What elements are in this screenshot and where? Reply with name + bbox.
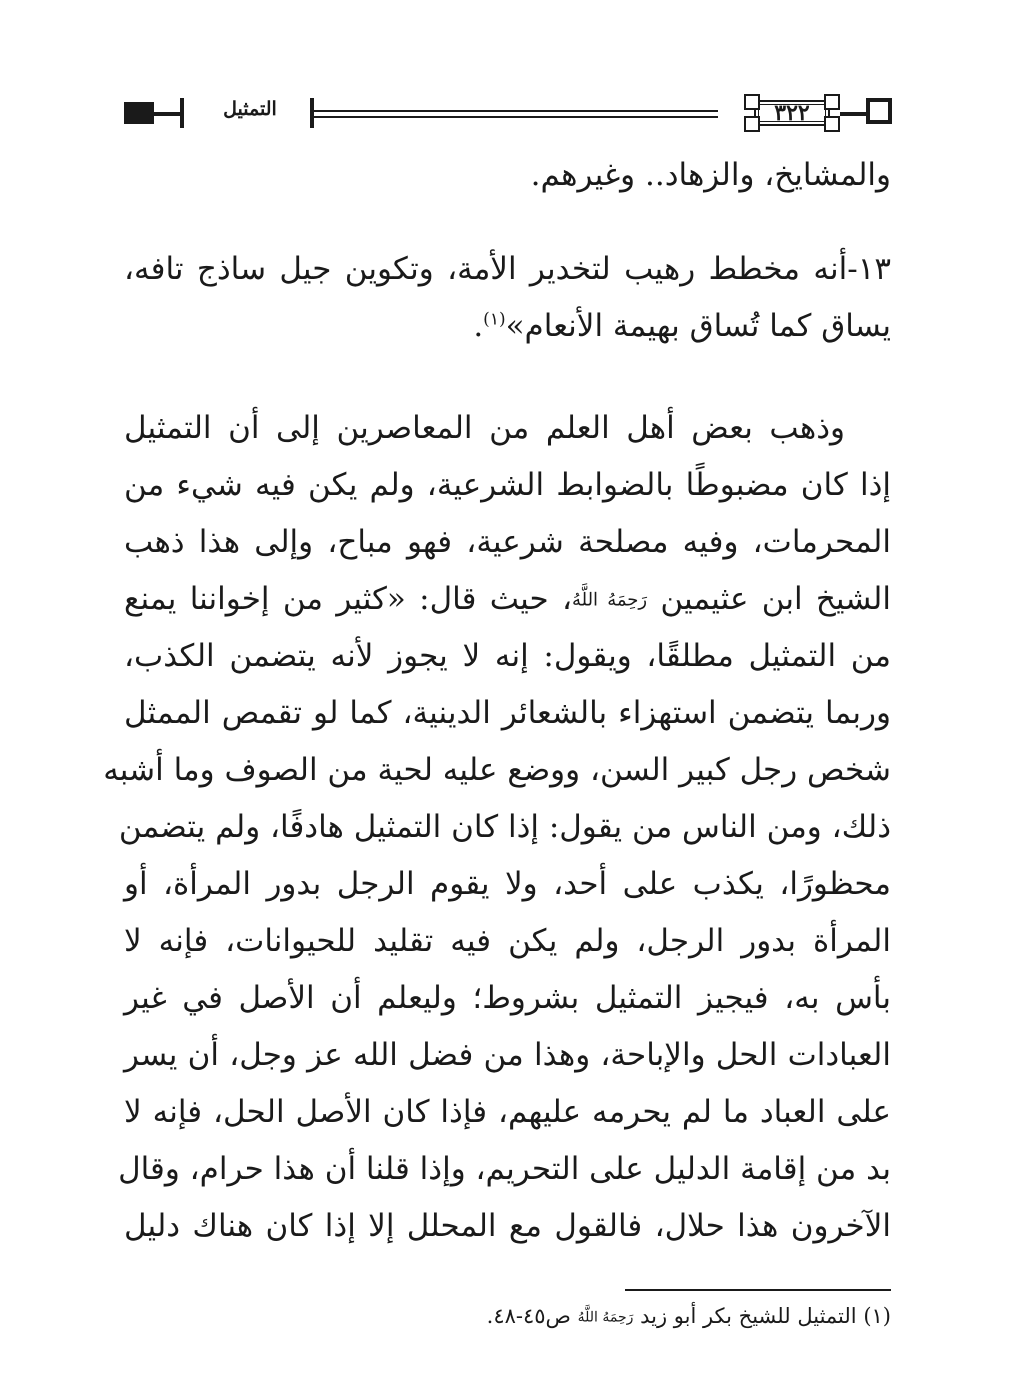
honorific-glyph: رَحِمَهُ اللَّهُ — [571, 589, 648, 611]
header-long-rule-lower — [314, 116, 718, 118]
paragraph-line-2: إذا كان مضبوطًا بالضوابط الشرعية، ولم يكن فيه شيء من — [124, 467, 891, 503]
footnote-pages: ص٤٥-٤٨. — [486, 1304, 571, 1328]
header-left-rule — [152, 112, 182, 116]
running-title: التمثيل — [214, 98, 286, 120]
paragraph-line-10: المرأة بدور الرجل، ولم يكن فيه تقليد للحيوانات، فإنه لا — [124, 923, 891, 959]
paragraph-line-8: ذلك، ومن الناس من يقول: إذا كان التمثيل هادفًا، ولم يتضمن — [118, 809, 891, 845]
paragraph-line-13: على العباد ما لم يحرمه عليهم، فإذا كان الأصل الحل، فإنه لا — [124, 1094, 891, 1130]
page-number-frame — [740, 94, 844, 132]
footnote-separator — [625, 1289, 891, 1291]
paragraph-line-4-b: ، حيث قال: «كثير من إخواننا يمنع — [124, 581, 572, 617]
footnote-reference: (١) — [483, 309, 506, 330]
footnote-honorific-glyph: رَحِمَهُ اللَّهُ — [577, 1309, 634, 1326]
paragraph-line-4 — [124, 581, 891, 617]
footnote-text: التمثيل للشيخ بكر أبو زيد — [640, 1304, 857, 1328]
paragraph-line-4-a: الشيخ ابن عثيمين — [660, 581, 891, 617]
page-header — [122, 96, 892, 136]
item-13-line-2-end: . — [473, 308, 484, 344]
paragraph-line-11: بأس به، فيجيز التمثيل بشروط؛ وليعلم أن الأصل في غير — [124, 980, 891, 1016]
item-13-line-2-text: يساق كما تُساق بهيمة الأنعام» — [505, 308, 891, 344]
header-long-rule — [314, 110, 718, 112]
header-mid-bar — [310, 98, 314, 128]
header-left-bar — [180, 98, 184, 128]
header-right-box — [866, 98, 892, 124]
paragraph-line-1: وذهب بعض أهل العلم من المعاصرين إلى أن التمثيل — [124, 410, 845, 446]
paragraph-line-9: محظورًا، يكذب على أحد، ولا يقوم الرجل بدور المرأة، أو — [124, 866, 891, 902]
paragraph-line-3: المحرمات، وفيه مصلحة شرعية، فهو مباح، وإلى هذا ذهب — [124, 524, 891, 560]
paragraph-line-7: شخص رجل كبير السن، ووضع عليه لحية من الصوف وما أشبه — [103, 752, 891, 788]
header-right-rule — [840, 112, 868, 116]
page-number: ٣٢٢ — [774, 100, 810, 126]
footnote — [487, 1304, 891, 1328]
item-13-line-1: ١٣-أنه مخطط رهيب لتخدير الأمة، وتكوين جيل ساذج تافه، — [124, 251, 891, 287]
paragraph-line-15: الآخرون هذا حلال، فالقول مع المحلل إلا إذا كان هناك دليل — [124, 1208, 891, 1244]
item-13-line-2 — [473, 308, 891, 344]
paragraph-line-6: وربما يتضمن استهزاء بالشعائر الدينية، كما لو تقمص الممثل — [124, 695, 891, 731]
paragraph-line-14: بد من إقامة الدليل على التحريم، وإذا قلنا أن هذا حرام، وقال — [118, 1151, 891, 1187]
header-left-block — [124, 102, 154, 124]
paragraph-line-12: العبادات الحل والإباحة، وهذا من فضل الله عز وجل، أن يسر — [124, 1037, 891, 1073]
paragraph-line-5: من التمثيل مطلقًا، ويقول: إنه لا يجوز لأنه يتضمن الكذب، — [124, 638, 891, 674]
intro-line: والمشايخ، والزهاد.. وغيرهم. — [530, 157, 891, 193]
footnote-marker: (١) — [863, 1304, 891, 1328]
